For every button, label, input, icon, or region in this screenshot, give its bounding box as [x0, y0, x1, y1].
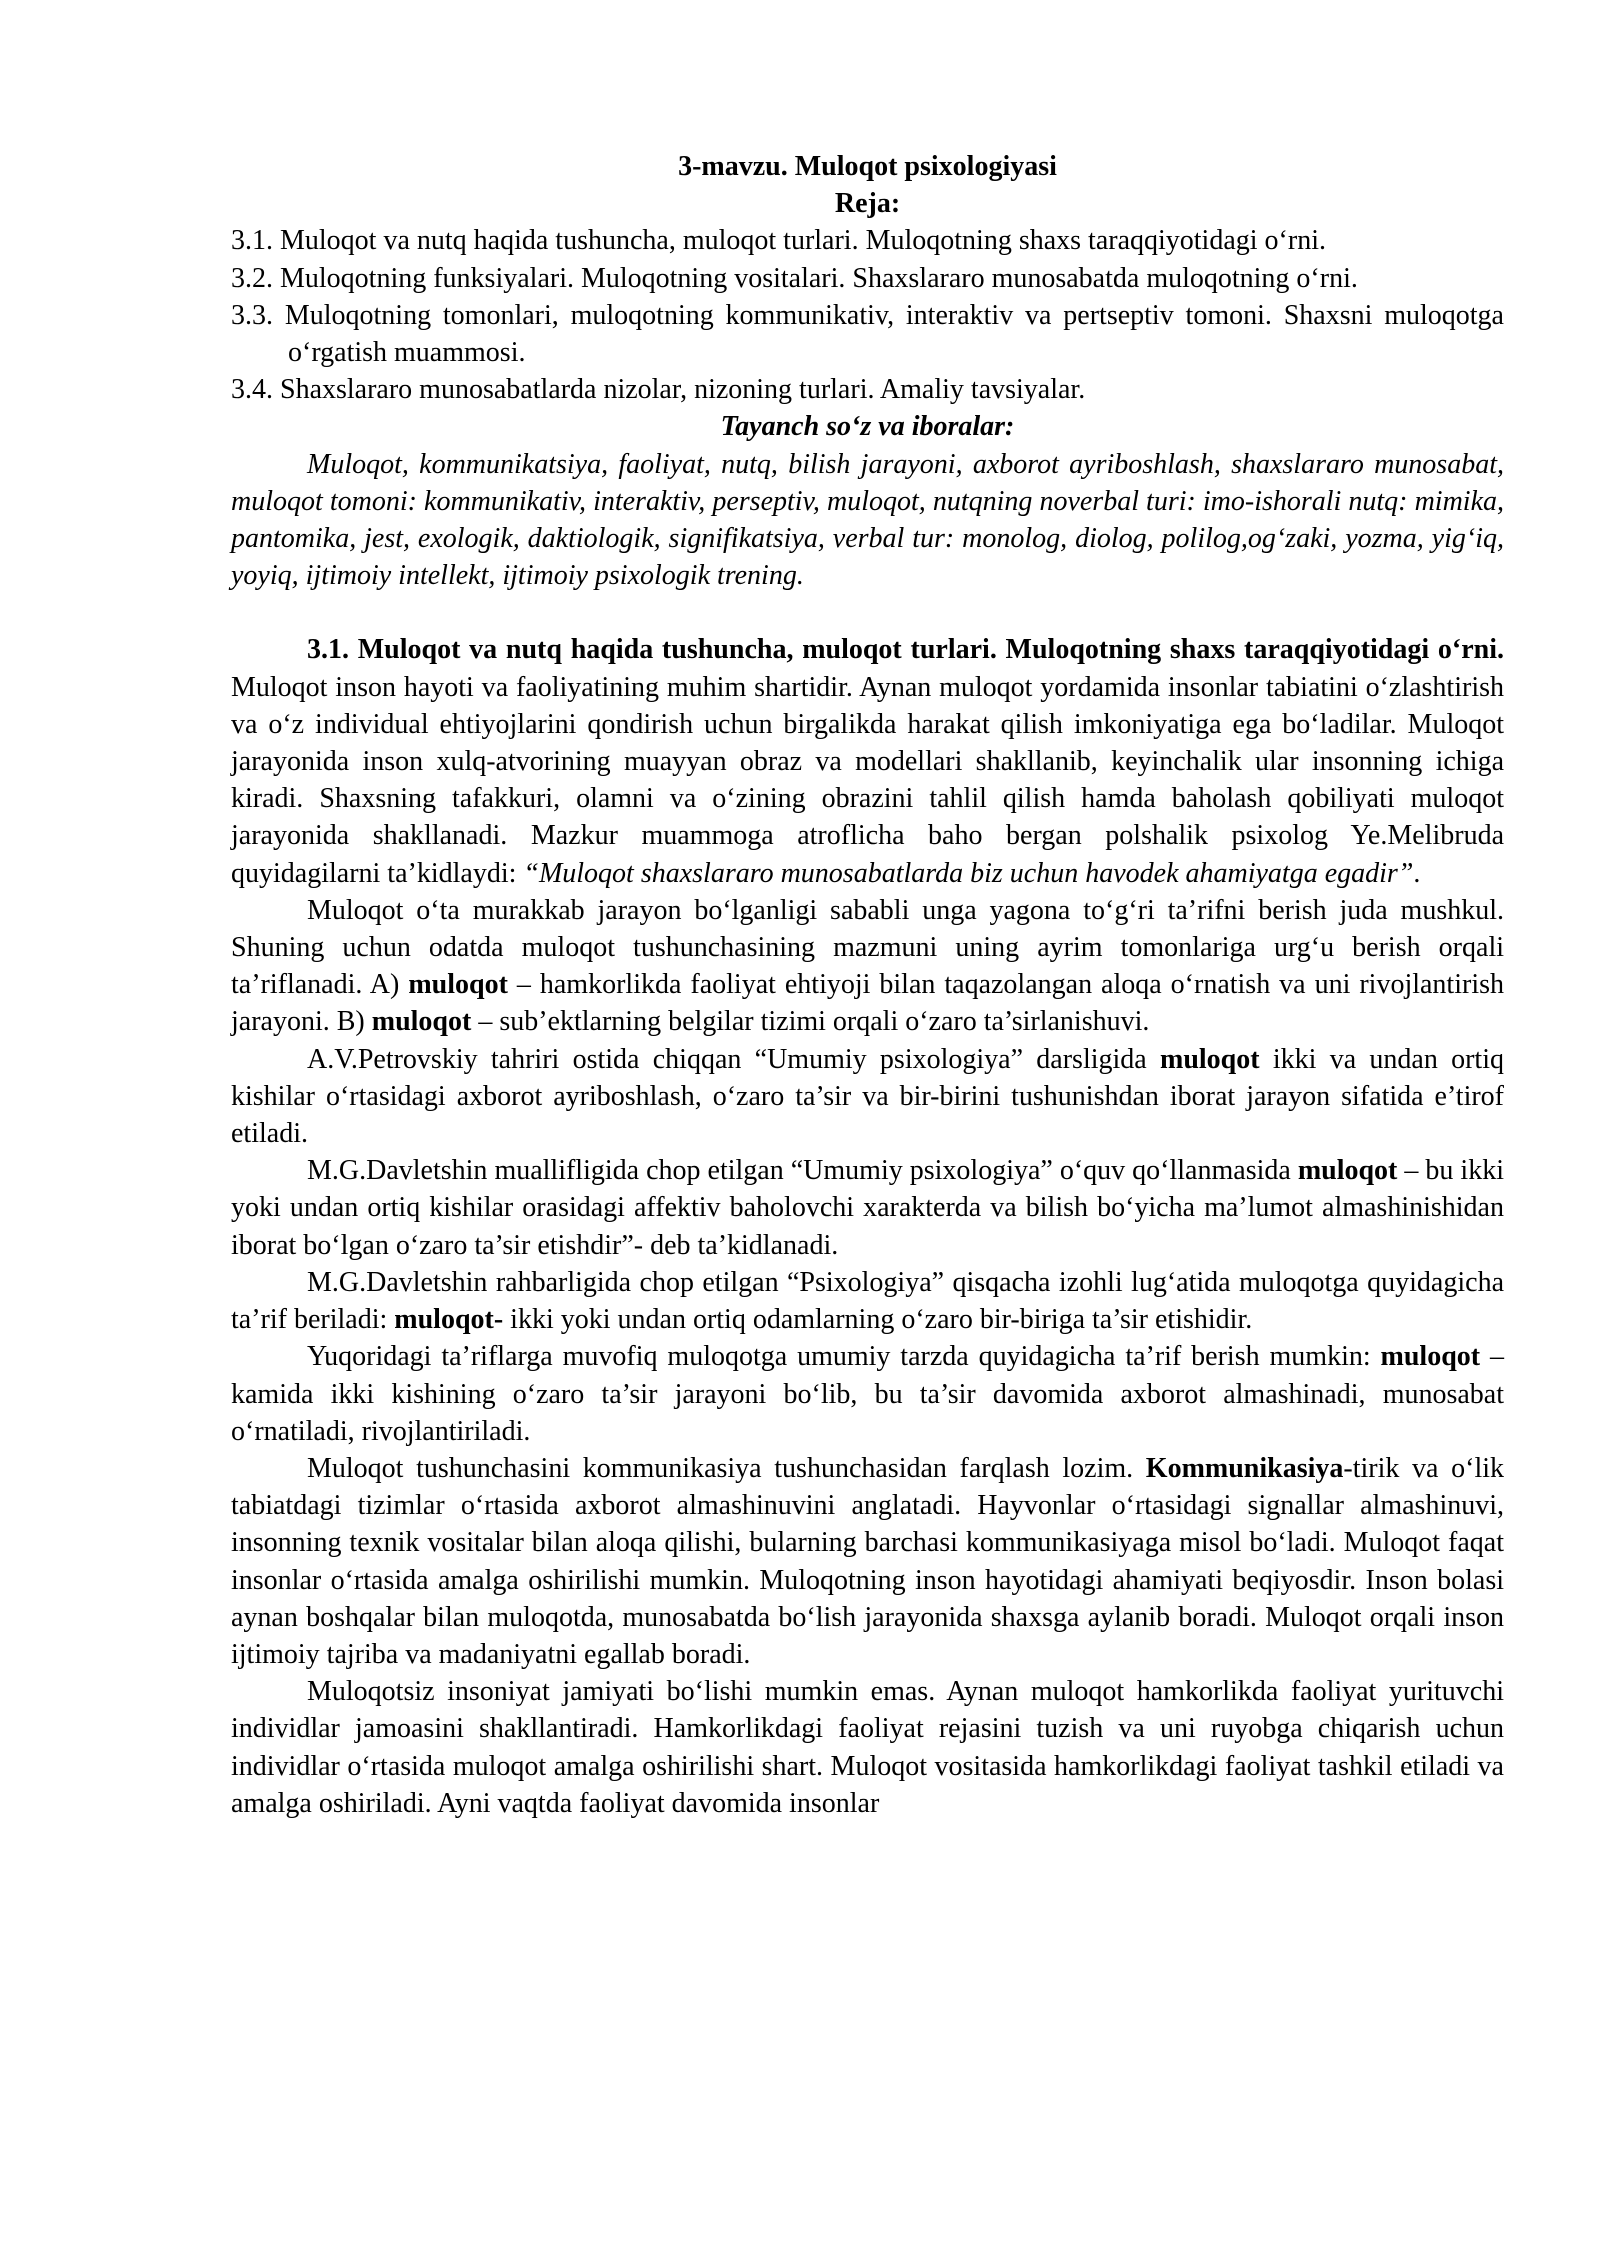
keywords-text: Muloqot, kommunikatsiya, faoliyat, nutq, bilish jarayoni, axborot ayriboshlash, shaxslararo munosabat, muloqot tomoni: kommunikativ, interaktiv, perseptiv, muloqot, nutqning noverbal turi: imo-ishorali nutq: mimika, pantomika, jest, exologik, daktiologik, signifikatsiya, verbal tur: monolog, diolog, polilog,og‘zaki, yozma, yig‘iq, yoyiq, ijtimoiy intellekt, ijtimoiy psixologik trening. — [231, 448, 1504, 592]
spacer — [231, 594, 1504, 631]
plan-heading: Reja: — [834, 188, 901, 220]
section-paragraph-3 — [231, 1041, 1504, 1153]
plan-list — [231, 222, 1504, 408]
document-page — [231, 148, 1504, 1822]
section-paragraph-5 — [231, 1264, 1504, 1338]
section-paragraph-6 — [231, 1338, 1504, 1450]
section-paragraph-4 — [231, 1152, 1504, 1264]
plan-item: 3.1. Muloqot va nutq haqida tushuncha, muloqot turlari. Muloqotning shaxs taraqqiyotidagi o‘rni. — [231, 225, 1326, 257]
section-paragraph-7 — [231, 1450, 1504, 1673]
page-title: 3-mavzu. Muloqot psixologiyasi — [678, 151, 1057, 182]
paragraph-text: Muloqot inson hayoti va faoliyatining muhim shartidir. Aynan muloqot yordamida insonlar tabiatini o‘zlashtirish va o‘z individual ehtiyojlarini qondirish uchun birgalikda harakat qilish imkoniyatiga ega bo‘ladilar. Muloqot jarayonida inson xulq-atvorining muayyan obraz va modellari shakllanib, keyinchalik ular insonning ichiga kiradi. Shaxsning tafakkuri, olamni va o‘zining obrazini tahlil qilish hamda baholash qobiliyati muloqot jarayonida shakllanadi. Mazkur muammoga atroflicha baho bergan polshalik psixolog Ye.Melibruda quyidagilarni ta’kidlaydi: — [231, 671, 1504, 889]
plan-item: 3.2. Muloqotning funksiyalari. Muloqotning vositalari. Shaxslararo munosabatda muloqotning o‘rni. — [231, 262, 1358, 294]
bold-term: muloqot- — [394, 1304, 504, 1336]
paragraph-text: M.G.Davletshin rahbarligida chop etilgan “Psixologiya” qisqacha izohli lug‘atida muloqotga quyidagicha ta’rif beriladi: — [231, 1266, 1504, 1336]
paragraph-text: – kamida ikki kishining o‘zaro ta’sir jarayoni bo‘lib, bu ta’sir davomida axborot almashinadi, munosabat o‘rnatiladi, rivojlantiriladi. — [231, 1341, 1505, 1447]
bold-term: muloqot — [1380, 1341, 1481, 1373]
quote-text: “Muloqot shaxslararo munosabatlarda biz uchun havodek ahamiyatga egadir” — [523, 857, 1414, 889]
section-paragraph-2 — [231, 892, 1504, 1041]
section-heading: 3.1. Muloqot va nutq haqida tushuncha, muloqot turlari. Muloqotning shaxs taraqqiyotidagi o‘rni. — [307, 634, 1504, 666]
bold-term: muloqot — [1160, 1043, 1260, 1075]
section-paragraph-1 — [231, 631, 1504, 891]
keywords-heading: Tayanch so‘z va iboralar: — [720, 411, 1015, 443]
paragraph-text: – sub’ektlarning belgilar tizimi orqali o‘zaro ta’sirlanishuvi. — [471, 1006, 1150, 1038]
paragraph-text: Yuqoridagi ta’riflarga muvofiq muloqotga umumiy tarzda quyidagicha ta’rif berish mumkin: — [307, 1341, 1381, 1373]
bold-term: muloqot — [408, 969, 508, 1001]
bold-term: muloqot — [371, 1006, 472, 1038]
paragraph-text: ikki va undan ortiq kishilar o‘rtasidagi axborot ayriboshlash, o‘zaro ta’sir va bir-birini tushunishdan iborat jarayon sifatida e’tirof etiladi. — [231, 1043, 1504, 1150]
section-paragraph-8: Muloqotsiz insoniyat jamiyati bo‘lishi mumkin emas. Aynan muloqot hamkorlikda faoliyat yurituvchi individlar jamoasini shakllantiradi. Hamkorlikdagi faoliyat rejasini tuzish va uni ruyobga chiqarish uchun individlar o‘rtasida muloqot amalga oshirilishi shart. Muloqot vositasida hamkorlikdagi faoliyat tashkil etiladi va amalga oshiriladi. Ayni vaqtda faoliyat davomida insonlar — [231, 1676, 1504, 1819]
paragraph-text: ikki yoki undan ortiq odamlarning o‘zaro bir-biriga ta’sir etishidir. — [503, 1304, 1253, 1336]
paragraph-text: Muloqot o‘ta murakkab jarayon bo‘lganligi sababli unga yagona to‘g‘ri ta’rifni berish juda mushkul. Shuning uchun odatda muloqot tushunchasining mazmuni uning ayrim tomonlariga urg‘u berish orqali ta’riflanadi. A) — [231, 894, 1504, 1001]
paragraph-text: M.G.Davletshin muallifligida chop etilgan “Umumiy psixologiya” o‘quv qo‘llanmasida — [307, 1155, 1298, 1187]
paragraph-text: A.V.Petrovskiy tahriri ostida chiqqan “Umumiy psixologiya” darsligida — [307, 1043, 1160, 1075]
paragraph-text: . — [1413, 857, 1421, 889]
paragraph-text: – hamkorlikda faoliyat ehtiyoji bilan taqazolangan aloqa o‘rnatish va uni rivojlantirish jarayoni. B) — [231, 969, 1504, 1038]
plan-item: 3.4. Shaxslararo munosabatlarda nizolar, nizoning turlari. Amaliy tavsiyalar. — [231, 374, 1086, 406]
bold-term: Kommunikasiya — [1145, 1452, 1344, 1484]
paragraph-text: -tirik va o‘lik tabiatdagi tizimlar o‘rtasida axborot almashinuvini anglatadi. Hayvonlar o‘rtasidagi signallar almashinuvi, insonning texnik vositalar bilan aloqa qilishi, bularning barchasi kommunikasiyaga misol bo‘ladi. Muloqot faqat insonlar o‘rtasida amalga oshirilishi mumkin. Muloqotning inson hayotidagi ahamiyati beqiyosdir. Inson bolasi aynan boshqalar bilan muloqotda, munosabatda bo‘lish jarayonida shaxsga aylanib boradi. Muloqot orqali inson ijtimoiy tajriba va madaniyatni egallab boradi. — [231, 1452, 1505, 1670]
plan-item: 3.3. Muloqotning tomonlari, muloqotning kommunikativ, interaktiv va pertseptiv tomoni. Shaxsni muloqotga o‘rgatish muammosi. — [231, 299, 1504, 369]
paragraph-text: Muloqot tushunchasini kommunikasiya tushunchasidan farqlash lozim. — [307, 1452, 1146, 1484]
bold-term: muloqot — [1297, 1155, 1398, 1187]
paragraph-text: – bu ikki yoki undan ortiq kishilar orasidagi affektiv baholovchi xarakterda va bilish bo‘yicha ma’lumot almashinishidan iborat bo‘lgan o‘zaro ta’sir etishdir”- deb ta’kidlanadi. — [231, 1155, 1504, 1261]
